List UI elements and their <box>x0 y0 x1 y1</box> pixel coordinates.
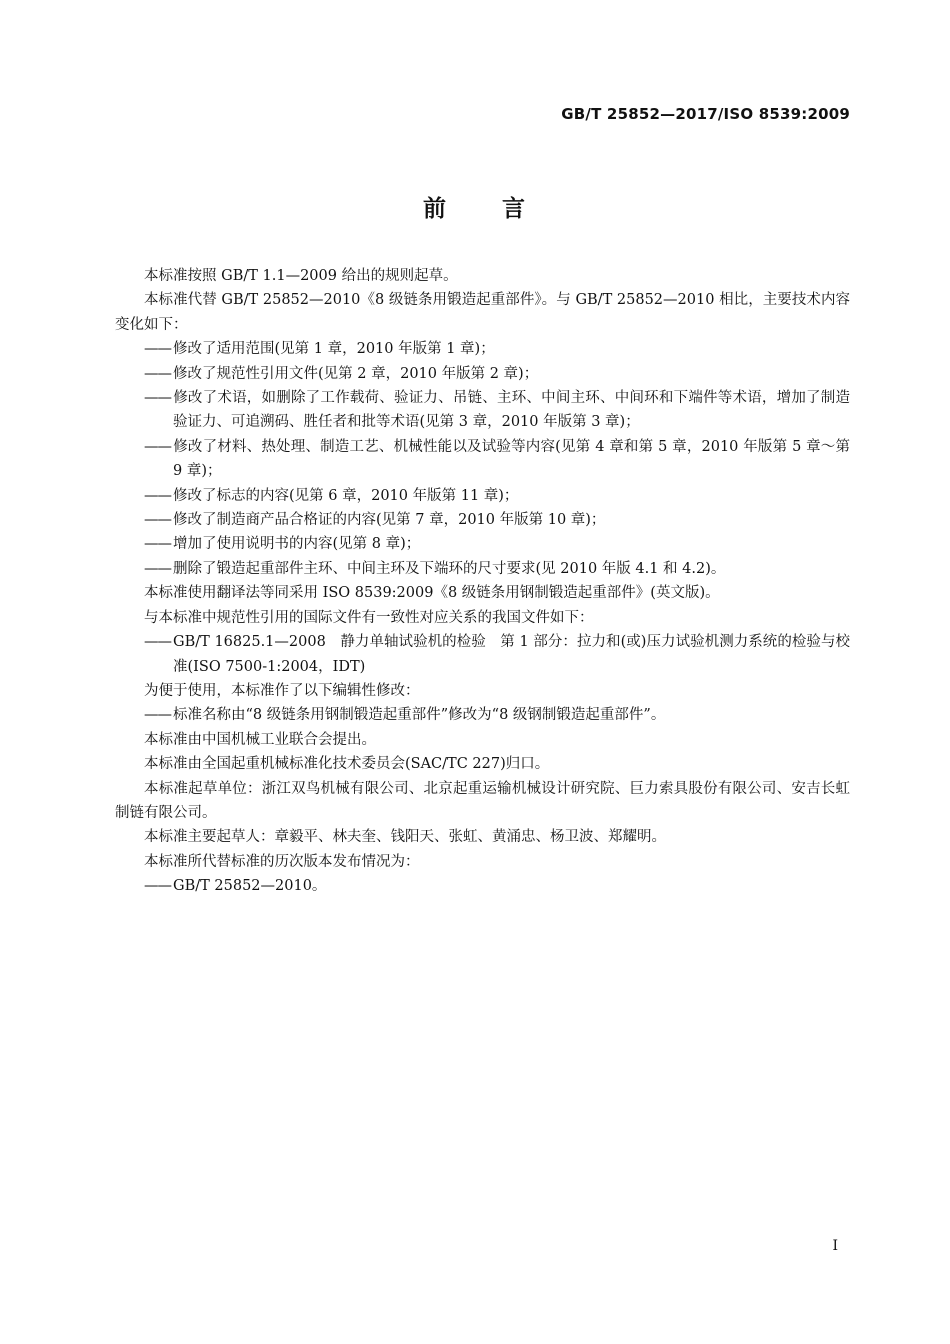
paragraph: 本标准由全国起重机械标准化技术委员会(SAC/TC 227)归口。 <box>144 756 550 773</box>
page-title-char-2: 言 <box>502 196 527 222</box>
paragraph: 本标准主要起草人：章毅平、林夫奎、钱阳天、张虹、黄涌忠、杨卫波、郑耀明。 <box>144 829 666 846</box>
dash-list-item: —— 修改了标志的内容(见第 6 章，2010 年版第 11 章)； <box>115 484 850 508</box>
dash-list-item: —— 修改了适用范围(见第 1 章，2010 年版第 1 章)； <box>115 337 850 361</box>
paragraph: 本标准所代替标准的历次版本发布情况为： <box>144 853 420 870</box>
dash-list-item: —— 修改了规范性引用文件(见第 2 章，2010 年版第 2 章)； <box>115 362 850 386</box>
dash-list-item: —— GB/T 16825.1—2008 静力单轴试验机的检验 第 1 部分：拉力和(或)压力试验机测力系统的检验与校准(ISO 7500-1:2004，IDT) <box>115 630 850 679</box>
dash-list-item: —— 标准名称由“8 级链条用钢制锻造起重部件”修改为“8 级钢制锻造起重部件”。 <box>115 703 850 727</box>
dash-list-item: —— 修改了材料、热处理、制造工艺、机械性能以及试验等内容(见第 4 章和第 5 章，2010 年版第 5 章～第 9 章)； <box>115 435 850 484</box>
dash-list-item: —— 增加了使用说明书的内容(见第 8 章)； <box>115 532 850 556</box>
page-title <box>0 190 950 223</box>
paragraph: 为便于使用，本标准作了以下编辑性修改： <box>144 682 420 699</box>
paragraph: 本标准代替 GB/T 25852—2010《8 级链条用锻造起重部件》。与 GB/T 25852—2010 相比，主要技术内容变化如下： <box>115 292 850 333</box>
paragraph: 本标准起草单位：浙江双鸟机械有限公司、北京起重运输机械设计研究院、巨力索具股份有限公司、安吉长虹制链有限公司。 <box>115 780 850 821</box>
paragraph: 与本标准中规范性引用的国际文件有一致性对应关系的我国文件如下： <box>144 609 594 626</box>
dash-list-item: —— 修改了制造商产品合格证的内容(见第 7 章，2010 年版第 10 章)； <box>115 508 850 532</box>
dash-list-item: —— 修改了术语，如删除了工作载荷、验证力、吊链、主环、中间主环、中间环和下端件等术语，增加了制造验证力、可追溯码、胜任者和批等术语(见第 3 章，2010 年版第 3 章)； <box>115 386 850 435</box>
standard-code-header: GB/T 25852—2017/ISO 8539:2009 <box>561 105 850 123</box>
page-title-char-1: 前 <box>423 196 448 222</box>
dash-list-item: —— 删除了锻造起重部件主环、中间主环及下端环的尺寸要求(见 2010 年版 4.1 和 4.2)。 <box>115 557 850 581</box>
paragraph: 本标准使用翻译法等同采用 ISO 8539:2009《8 级链条用钢制锻造起重部件》(英文版)。 <box>144 585 720 602</box>
dash-list-item: —— GB/T 25852—2010。 <box>115 874 850 898</box>
page-number: I <box>832 1238 838 1254</box>
paragraph: 本标准由中国机械工业联合会提出。 <box>144 731 376 748</box>
foreword-body <box>115 264 850 899</box>
paragraph: 本标准按照 GB/T 1.1—2009 给出的规则起草。 <box>144 268 458 284</box>
